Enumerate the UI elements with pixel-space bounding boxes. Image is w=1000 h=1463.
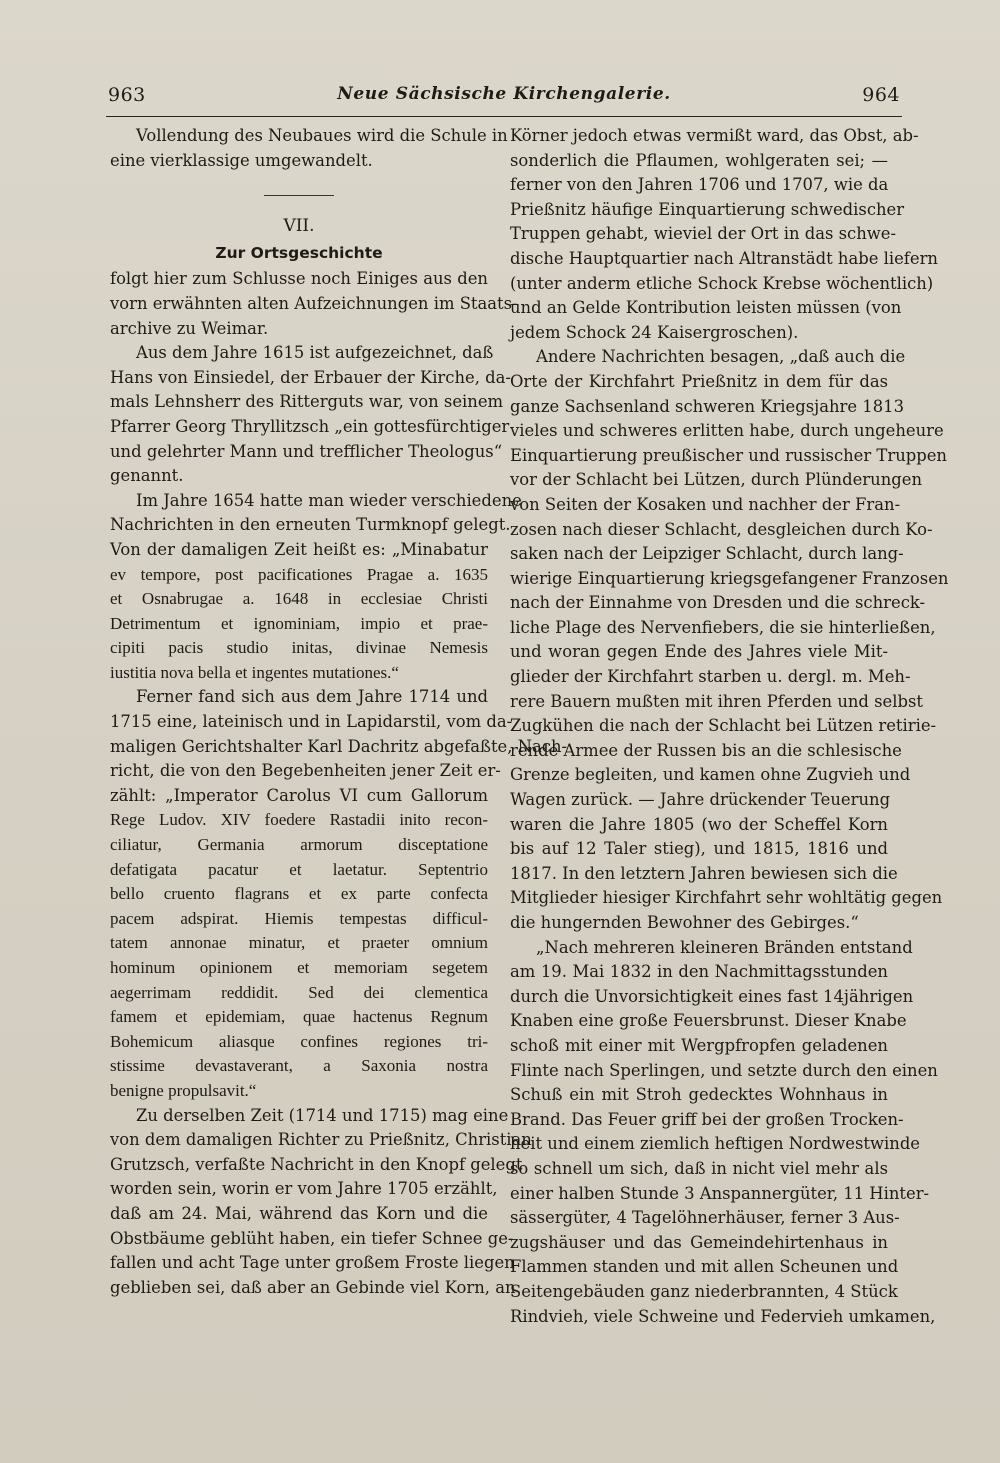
text-line: durch die Unvorsichtigkeit eines fast 14jährigen (510, 986, 914, 1006)
text-line: Prießnitz häufige Einquartierung schwedischer (510, 199, 905, 219)
text-line: stissime devastaverant, a Saxonia nostra (110, 1056, 488, 1076)
paragraph (110, 124, 508, 173)
text-line: Grenze begleiten, und kamen ohne Zugvieh und (510, 765, 911, 785)
page-header (108, 84, 900, 114)
text-line: Bohemicum aliasque confines regiones tri- (110, 1031, 488, 1051)
text-line: glieder der Kirchfahrt starben u. dergl. m. Meh- (510, 667, 911, 687)
running-title: Neue Sächsische Kirchengalerie. (337, 84, 671, 104)
text-line: nach der Einnahme von Dresden und die schreck- (510, 593, 926, 613)
text-line: cipiti pacis studio initas, divinae Nemesis (110, 638, 488, 658)
text-line: Im Jahre 1654 hatte man wieder verschiedene (136, 490, 522, 510)
text-line: fallen und acht Tage unter großem Froste liegen (110, 1253, 515, 1273)
text-line: benigne propulsavit.“ (110, 1080, 257, 1100)
text-line: hominum opinionem et memoriam segetem (110, 958, 488, 977)
text-line: Ferner fand sich aus dem Jahre 1714 und (136, 687, 488, 707)
text-line: Orte der Kirchfahrt Prießnitz in dem für das (510, 371, 888, 391)
text-line: von dem damaligen Richter zu Prießnitz, Christian (110, 1130, 532, 1150)
paragraph (110, 341, 511, 489)
text-line: ciliatur, Germania armorum disceptatione (110, 835, 488, 855)
text-line: Von der damaligen Zeit heißt es: „Minabatur (110, 539, 488, 559)
right-column (510, 124, 949, 1329)
text-line: zählt: „Imperator Carolus VI cum Gallorum (110, 785, 488, 805)
text-line: genannt. (110, 466, 184, 486)
text-line: 1817. In den letztern Jahren bewiesen sich die (510, 863, 898, 883)
paragraph (110, 267, 518, 341)
text-line: folgt hier zum Schlusse noch Einiges aus den (110, 269, 488, 289)
text-line: waren die Jahre 1805 (wo der Scheffel Korn (510, 814, 888, 834)
text-line: Zugkühen die nach der Schlacht bei Lützen retirie- (510, 716, 937, 736)
text-line: Detrimentum et ignominiam, impio et prae- (110, 613, 488, 633)
text-line: Flinte nach Sperlingen, und setzte durch den einen (510, 1060, 938, 1080)
text-line: daß am 24. Mai, während das Korn und die (110, 1203, 488, 1223)
text-line: zugshäuser und das Gemeindehirtenhaus in (510, 1232, 888, 1252)
text-line: geblieben sei, daß aber an Gebinde viel Korn, an (110, 1277, 516, 1297)
text-line: ev tempore, post pacificationes Pragae a. 1635 (110, 564, 488, 584)
header-rule (106, 116, 902, 117)
paragraph (510, 124, 938, 345)
text-line: famem et epidemiam, quae hactenus Regnum (110, 1007, 488, 1027)
text-line: worden sein, worin er vom Jahre 1705 erzählt, (110, 1179, 498, 1199)
text-line: saken nach der Leipziger Schlacht, durch lang- (510, 544, 904, 564)
text-line: vieles und schweres erlitten habe, durch ungeheure (510, 421, 944, 441)
text-line: von Seiten der Kosaken und nachher der Fran- (510, 494, 901, 514)
text-line: Andere Nachrichten besagen, „daß auch die (536, 347, 906, 367)
text-line: sonderlich die Pflaumen, wohlgeraten sei; — (510, 150, 888, 170)
text-line: schoß mit einer mit Wergpfropfen geladenen (510, 1035, 888, 1055)
text-line: et Osnabrugae a. 1648 in ecclesiae Christi (110, 589, 488, 609)
text-line: liche Plage des Nervenfiebers, die sie hinterließen, (510, 617, 936, 637)
text-line: pacem adspirat. Hiemis tempestas difficul- (110, 908, 488, 928)
paragraph (110, 1104, 532, 1301)
text-line: richt, die von den Begebenheiten jener Zeit er- (110, 761, 501, 781)
paragraph (110, 685, 568, 1103)
text-line: eine vierklassige umgewandelt. (110, 150, 373, 170)
text-line: zosen nach dieser Schlacht, desgleichen durch Ko- (510, 519, 933, 539)
section-divider (264, 195, 334, 196)
text-line: Seitengebäuden ganz niederbrannten, 4 Stück (510, 1281, 898, 1301)
text-line: Rindvieh, viele Schweine und Federvieh umkamen, (510, 1306, 936, 1326)
text-line: Nachrichten in den erneuten Turmknopf gelegt. (110, 515, 511, 535)
left-column (110, 124, 568, 1300)
text-line: bis auf 12 Taler stieg), und 1815, 1816 und (510, 839, 888, 859)
text-line: Körner jedoch etwas vermißt ward, das Obst, ab- (510, 126, 919, 145)
text-line: maligen Gerichtshalter Karl Dachritz abgefaßte, Nach- (110, 736, 568, 756)
text-line: „Nach mehreren kleineren Bränden entstand (536, 937, 913, 957)
text-line: ferner von den Jahren 1706 und 1707, wie da (510, 175, 889, 195)
text-line: iustitia nova bella et ingentes mutationes.“ (110, 662, 399, 682)
text-line: Rege Ludov. XIV foedere Rastadii inito recon- (110, 810, 488, 830)
text-line: aegerrimam reddidit. Sed dei clementica (110, 982, 488, 1002)
text-line: und an Gelde Kontribution leisten müssen (von (510, 298, 902, 318)
text-line: Obstbäume geblüht haben, ein tiefer Schnee ge- (110, 1228, 514, 1248)
paragraph (110, 489, 522, 686)
text-line: vor der Schlacht bei Lützen, durch Plünderungen (510, 470, 923, 490)
text-line: wierige Einquartierung kriegsgefangener Franzosen (510, 568, 949, 588)
text-line: rende Armee der Russen bis an die schlesische (510, 740, 902, 760)
text-line: Pfarrer Georg Thryllitzsch „ein gottesfürchtiger (110, 416, 510, 436)
text-line: Wagen zurück. — Jahre drückender Teuerung (510, 790, 891, 810)
text-line: heit und einem ziemlich heftigen Nordwestwinde (510, 1134, 921, 1154)
section-number: VII. (283, 216, 315, 237)
text-line: Mitglieder hiesiger Kirchfahrt sehr wohltätig gegen (510, 888, 943, 908)
text-line: Truppen gehabt, wieviel der Ort in das schwe- (510, 224, 897, 244)
text-line: einer halben Stunde 3 Anspannergüter, 11 Hinter- (510, 1183, 930, 1203)
text-line: archive zu Weimar. (110, 318, 269, 338)
paragraph (510, 936, 938, 1330)
text-line: sässergüter, 4 Tagelöhnerhäuser, ferner 3 Aus- (510, 1208, 900, 1228)
text-line: Vollendung des Neubaues wird die Schule in (136, 126, 508, 145)
text-line: bello cruento flagrans et ex parte confecta (110, 884, 488, 904)
text-line: rere Bauern mußten mit ihren Pferden und selbst (510, 691, 923, 711)
text-line: Flammen standen und mit allen Scheunen und (510, 1257, 899, 1277)
paragraph (510, 345, 949, 935)
text-line: und gelehrter Mann und trefflicher Theologus“ (110, 441, 503, 461)
text-line: mals Lehnsherr des Ritterguts war, von seinem (110, 392, 504, 412)
text-line: Grutzsch, verfaßte Nachricht in den Knopf gelegt (110, 1154, 523, 1174)
text-line: und woran gegen Ende des Jahres viele Mit- (510, 642, 888, 662)
text-line: tatem annonae minatur, et praeter omnium (110, 933, 488, 953)
text-line: Aus dem Jahre 1615 ist aufgezeichnet, daß (136, 343, 494, 363)
text-line: 1715 eine, lateinisch und in Lapidarstil, vom da- (110, 712, 513, 732)
text-line: die hungernden Bewohner des Gebirges.“ (510, 913, 859, 932)
text-line: Schuß ein mit Stroh gedecktes Wohnhaus in (510, 1085, 888, 1105)
text-line: Zu derselben Zeit (1714 und 1715) mag eine (136, 1105, 509, 1125)
text-line: vorn erwähnten alten Aufzeichnungen im Staats- (110, 293, 518, 313)
text-line: dische Hauptquartier nach Altranstädt habe liefern (510, 248, 938, 268)
text-line: jedem Schock 24 Kaisergroschen). (510, 322, 799, 342)
text-line: Hans von Einsiedel, der Erbauer der Kirche, da- (110, 367, 511, 387)
text-line: defatigata pacatur et laetatur. Septentrio (110, 859, 488, 879)
text-line: Brand. Das Feuer griff bei der großen Trocken- (510, 1109, 904, 1129)
page-number-right: 964 (862, 84, 900, 106)
page-number-left: 963 (108, 84, 146, 106)
section-title: Zur Ortsgeschichte (215, 243, 383, 262)
text-line: (unter anderm etliche Schock Krebse wöchentlich) (510, 273, 934, 293)
text-line: ganze Sachsenland schweren Kriegsjahre 1813 (510, 396, 905, 416)
text-line: am 19. Mai 1832 in den Nachmittagsstunden (510, 962, 888, 982)
text-line: so schnell um sich, daß in nicht viel mehr als (510, 1158, 888, 1178)
text-line: Knaben eine große Feuersbrunst. Dieser Knabe (510, 1011, 907, 1031)
text-line: Einquartierung preußischer und russischer Truppen (510, 445, 947, 465)
